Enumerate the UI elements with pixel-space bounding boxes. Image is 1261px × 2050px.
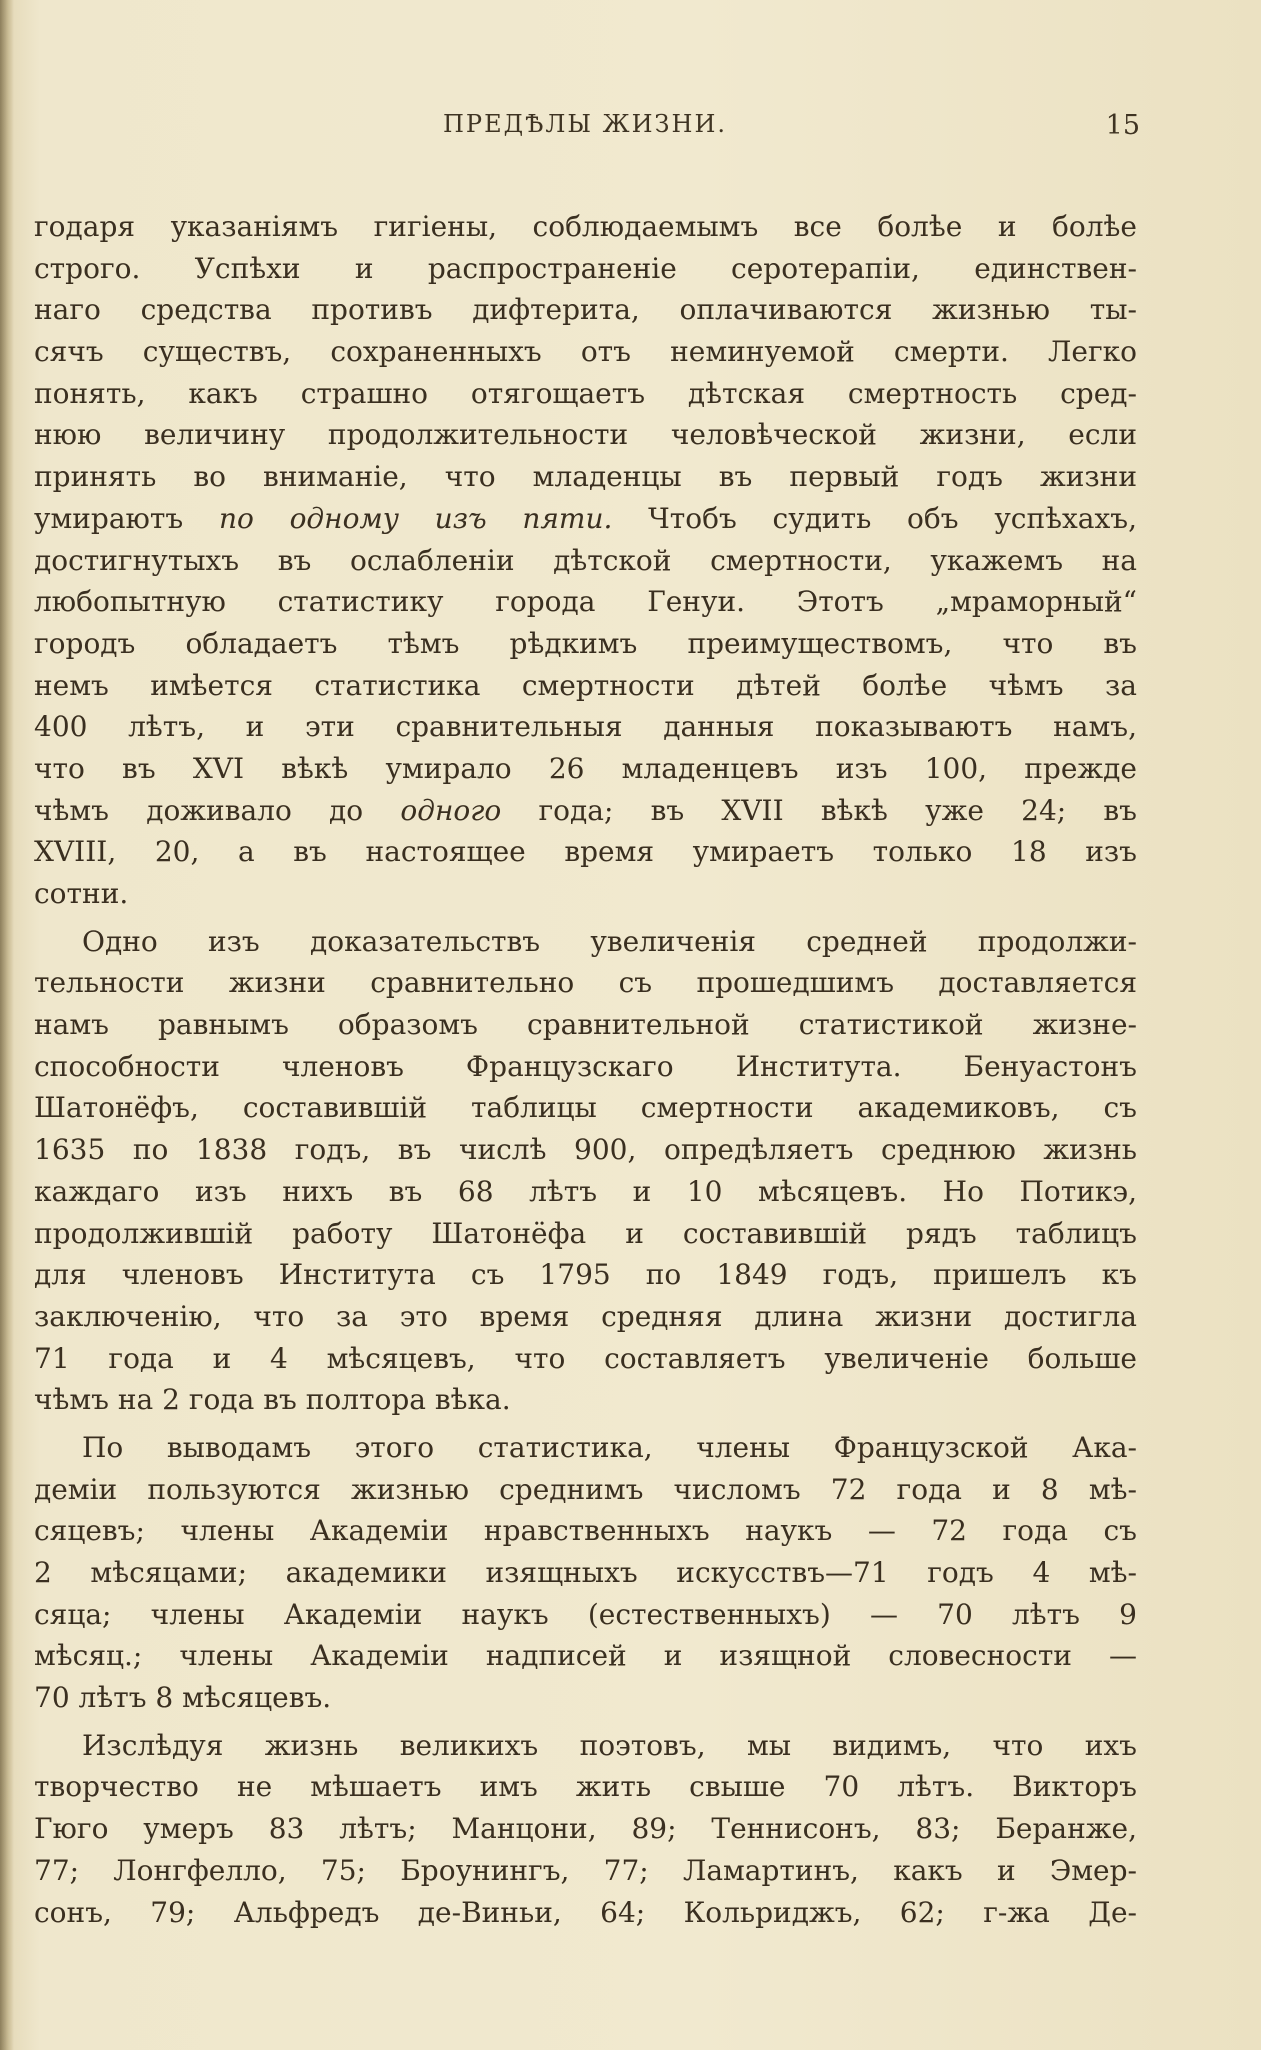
italic-emphasis: одного bbox=[400, 793, 502, 827]
text-segment: года; въ XVII вѣкѣ уже 24; въ bbox=[501, 793, 1137, 827]
text-line: мѣсяц.; члены Академіи надписей и изящной словесности — bbox=[34, 1639, 1137, 1673]
text-line: Изслѣдуя жизнь великихъ поэтовъ, мы видимъ, что ихъ bbox=[82, 1728, 1137, 1762]
text-line: 70 лѣтъ 8 мѣсяцевъ. bbox=[34, 1681, 332, 1715]
running-title: ПРЕДѢЛЫ ЖИЗНИ. bbox=[443, 110, 727, 138]
text-line: наго средства противъ дифтерита, оплачиваются жизнью ты- bbox=[34, 293, 1137, 327]
page-binding-edge bbox=[0, 0, 14, 2050]
text-line: достигнутыхъ въ ослабленіи дѣтской смертности, укажемъ на bbox=[34, 543, 1137, 577]
text-line: Шатонёфъ, составившій таблицы смертности академиковъ, съ bbox=[34, 1091, 1137, 1125]
text-line: нюю величину продолжительности человѣческой жизни, если bbox=[34, 418, 1137, 452]
text-line: продолжившій работу Шатонёфа и составившій рядъ таблицъ bbox=[34, 1216, 1137, 1250]
text-line: творчество не мѣшаетъ имъ жить свыше 70 лѣтъ. Викторъ bbox=[34, 1770, 1137, 1804]
page-header bbox=[30, 110, 1140, 150]
text-line bbox=[34, 498, 1137, 540]
text-line: каждаго изъ нихъ въ 68 лѣтъ и 10 мѣсяцевъ. Но Потикэ, bbox=[34, 1174, 1137, 1208]
text-line: городъ обладаетъ тѣмъ рѣдкимъ преимуществомъ, что въ bbox=[34, 626, 1137, 660]
text-line: намъ равнымъ образомъ сравнительной статистикой жизне- bbox=[34, 1008, 1137, 1042]
text-line: немъ имѣется статистика смертности дѣтей болѣе чѣмъ за bbox=[34, 668, 1137, 702]
paragraph bbox=[34, 206, 1137, 915]
paragraph bbox=[34, 1725, 1137, 1933]
text-line: сячъ существъ, сохраненныхъ отъ неминуемой смерти. Легко bbox=[34, 335, 1137, 369]
text-line: сяцевъ; члены Академіи нравственныхъ наукъ — 72 года съ bbox=[34, 1514, 1137, 1548]
text-line: понять, какъ страшно отягощаетъ дѣтская смертность сред- bbox=[34, 376, 1137, 410]
text-line: 71 года и 4 мѣсяцевъ, что составляетъ увеличеніе больше bbox=[34, 1341, 1137, 1375]
text-line: принять во вниманіе, что младенцы въ первый годъ жизни bbox=[34, 460, 1137, 494]
paragraph bbox=[34, 1427, 1137, 1719]
text-line: 2 мѣсяцами; академики изящныхъ искусствъ—71 годъ 4 мѣ- bbox=[34, 1556, 1137, 1589]
text-line: сяца; члены Академіи наукъ (естественныхъ) — 70 лѣтъ 9 bbox=[34, 1597, 1137, 1631]
text-line: годаря указаніямъ гигіены, соблюдаемымъ все болѣе и болѣе bbox=[34, 210, 1137, 243]
paragraph bbox=[34, 921, 1137, 1421]
text-line: строго. Успѣхи и распространеніе серотерапіи, единствен- bbox=[34, 251, 1137, 285]
text-line: способности членовъ Французскаго Института. Бенуастонъ bbox=[34, 1049, 1137, 1083]
text-line: 77; Лонгфелло, 75; Броунингъ, 77; Ламартинъ, какъ и Эмер- bbox=[34, 1853, 1137, 1887]
italic-emphasis: по одному изъ пяти. bbox=[218, 501, 613, 535]
text-line bbox=[34, 790, 1137, 832]
text-segment: чѣмъ доживало до bbox=[34, 793, 401, 827]
text-line: что въ XVI вѣкѣ умирало 26 младенцевъ изъ 100, прежде bbox=[34, 751, 1137, 785]
text-line: сонъ, 79; Альфредъ де-Виньи, 64; Кольриджъ, 62; г-жа Де- bbox=[34, 1895, 1137, 1929]
text-segment: Чтобъ судить объ успѣхахъ, bbox=[612, 501, 1137, 535]
text-line: чѣмъ на 2 года въ полтора вѣка. bbox=[34, 1383, 511, 1417]
text-line: заключенію, что за это время средняя длина жизни достигла bbox=[34, 1299, 1137, 1333]
body-text bbox=[34, 206, 1137, 1933]
text-line: Одно изъ доказательствъ увеличенія средней продолжи- bbox=[82, 924, 1137, 958]
text-segment: умираютъ bbox=[34, 501, 219, 535]
text-line: для членовъ Института съ 1795 по 1849 годъ, пришелъ къ bbox=[34, 1258, 1137, 1292]
text-line: XVIII, 20, а въ настоящее время умираетъ только 18 изъ bbox=[34, 835, 1137, 869]
text-line: тельности жизни сравнительно съ прошедшимъ доставляется bbox=[34, 966, 1137, 1000]
text-line: 1635 по 1838 годъ, въ числѣ 900, опредѣляетъ среднюю жизнь bbox=[34, 1133, 1137, 1167]
text-line: Гюго умеръ 83 лѣтъ; Манцони, 89; Теннисонъ, 83; Беранже, bbox=[34, 1812, 1137, 1846]
text-line: По выводамъ этого статистика, члены Французской Ака- bbox=[82, 1430, 1137, 1464]
page-number: 15 bbox=[1105, 110, 1140, 141]
text-line: 400 лѣтъ, и эти сравнительныя данныя показываютъ намъ, bbox=[34, 710, 1137, 744]
text-line: деміи пользуются жизнью среднимъ числомъ 72 года и 8 мѣ- bbox=[34, 1472, 1137, 1506]
text-line: сотни. bbox=[34, 877, 129, 910]
text-line: любопытную статистику города Генуи. Этотъ „мраморный“ bbox=[34, 585, 1137, 619]
